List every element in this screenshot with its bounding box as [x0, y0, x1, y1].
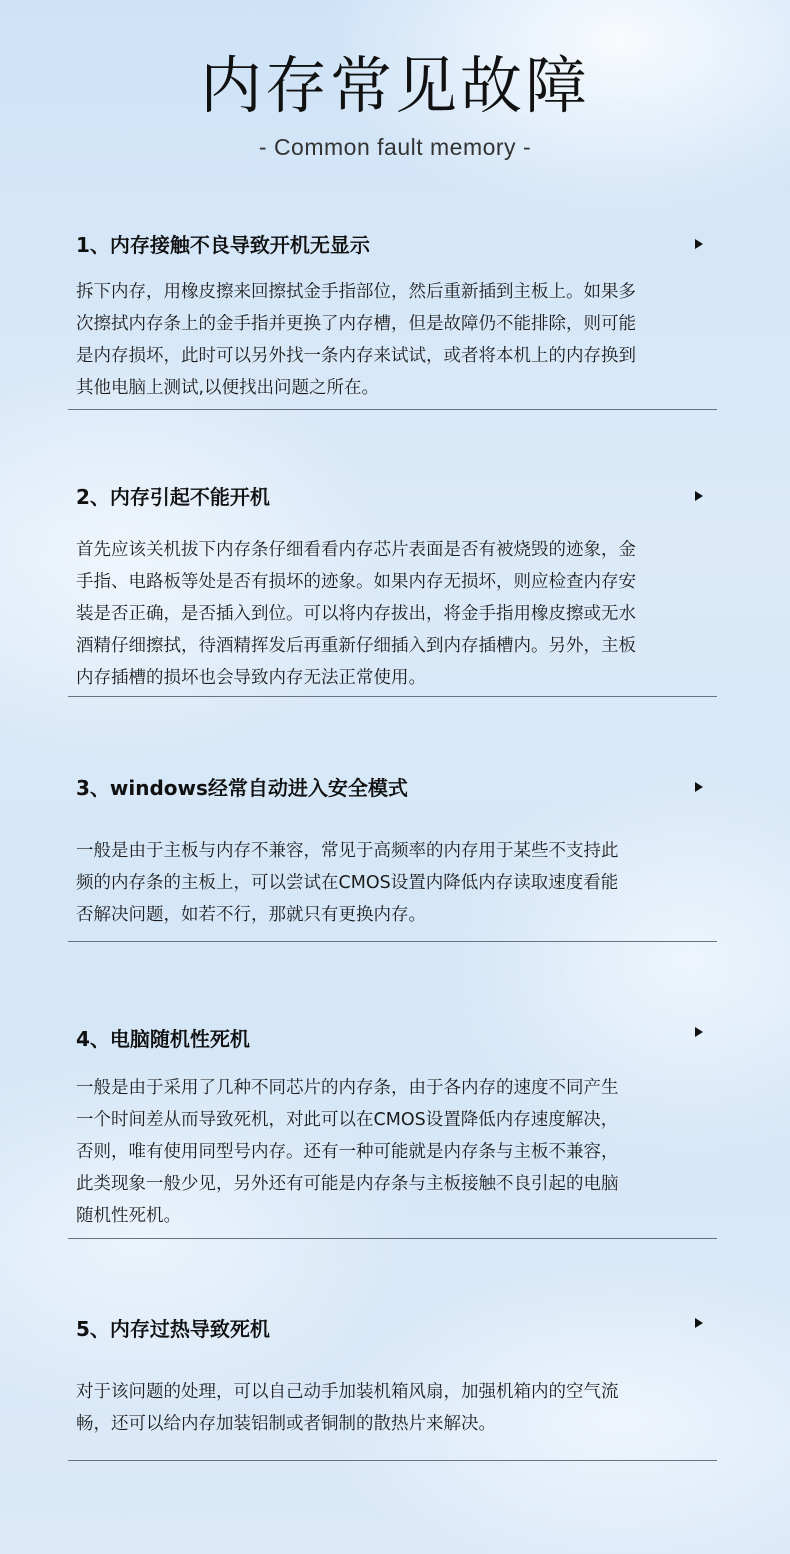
section-header[interactable] [68, 773, 717, 803]
fault-section-5 [68, 1314, 717, 1434]
expand-arrow-icon[interactable] [695, 491, 703, 501]
section-header[interactable] [68, 1314, 717, 1344]
section-body: 首先应该关机拔下内存条仔细看看内存芯片表面是否有被烧毁的迹象，金 手指、电路板等处是否有损坏的迹象。如果内存无损坏，则应检查内存安 装是否正确，是否插入到位。可以将内存拔出，将金手指用橡皮擦或无水 酒精仔细擦拭，待酒精挥发后再重新仔细插入到内存插槽内。另外，主板 内存插槽的损坏也会导致内存无法正常使用。 [76, 540, 636, 688]
section-body: 拆下内存，用橡皮擦来回擦拭金手指部位，然后重新插到主板上。如果多 次擦拭内存条上的金手指并更换了内存槽，但是故障仍不能排除，则可能 是内存损坏，此时可以另外找一条内存来试试，或者将本机上的内存换到 其他电脑上测试,以便找出问题之所在。 [76, 282, 636, 398]
page-subtitle: - Common fault memory - [258, 134, 532, 161]
section-title: 4、电脑随机性死机 [76, 1027, 250, 1051]
section-divider [68, 941, 717, 942]
expand-arrow-icon[interactable] [695, 1318, 703, 1328]
fault-section-2 [68, 482, 717, 688]
section-divider [68, 696, 717, 697]
fault-section-4 [68, 1024, 717, 1226]
section-title: 5、内存过热导致死机 [76, 1317, 270, 1341]
expand-arrow-icon[interactable] [695, 1027, 703, 1037]
section-divider [68, 1238, 717, 1239]
page-header [0, 0, 790, 161]
section-title: 3、windows经常自动进入安全模式 [76, 776, 408, 800]
section-title: 1、内存接触不良导致开机无显示 [76, 233, 370, 257]
fault-section-3 [68, 773, 717, 925]
section-body: 对于该问题的处理，可以自己动手加装机箱风扇，加强机箱内的空气流 畅，还可以给内存加装铝制或者铜制的散热片来解决。 [76, 1382, 619, 1434]
expand-arrow-icon[interactable] [695, 239, 703, 249]
section-body: 一般是由于主板与内存不兼容，常见于高频率的内存用于某些不支持此 频的内存条的主板上，可以尝试在CMOS设置内降低内存读取速度看能 否解决问题，如若不行，那就只有更换内存。 [76, 841, 619, 925]
section-divider [68, 409, 717, 410]
section-body: 一般是由于采用了几种不同芯片的内存条，由于各内存的速度不同产生 一个时间差从而导致死机，对此可以在CMOS设置降低内存速度解决， 否则，唯有使用同型号内存。还有一种可能就是内存条与主板不兼容， 此类现象一般少见，另外还有可能是内存条与主板接触不良引起的电脑 随机性死机。 [76, 1078, 619, 1226]
section-header[interactable] [68, 1024, 717, 1054]
expand-arrow-icon[interactable] [695, 782, 703, 792]
section-header[interactable] [68, 230, 717, 260]
page-title: 内存常见故障 [199, 49, 590, 122]
section-title: 2、内存引起不能开机 [76, 485, 270, 509]
section-header[interactable] [68, 482, 717, 512]
fault-section-1 [68, 230, 717, 398]
section-divider [68, 1460, 717, 1461]
